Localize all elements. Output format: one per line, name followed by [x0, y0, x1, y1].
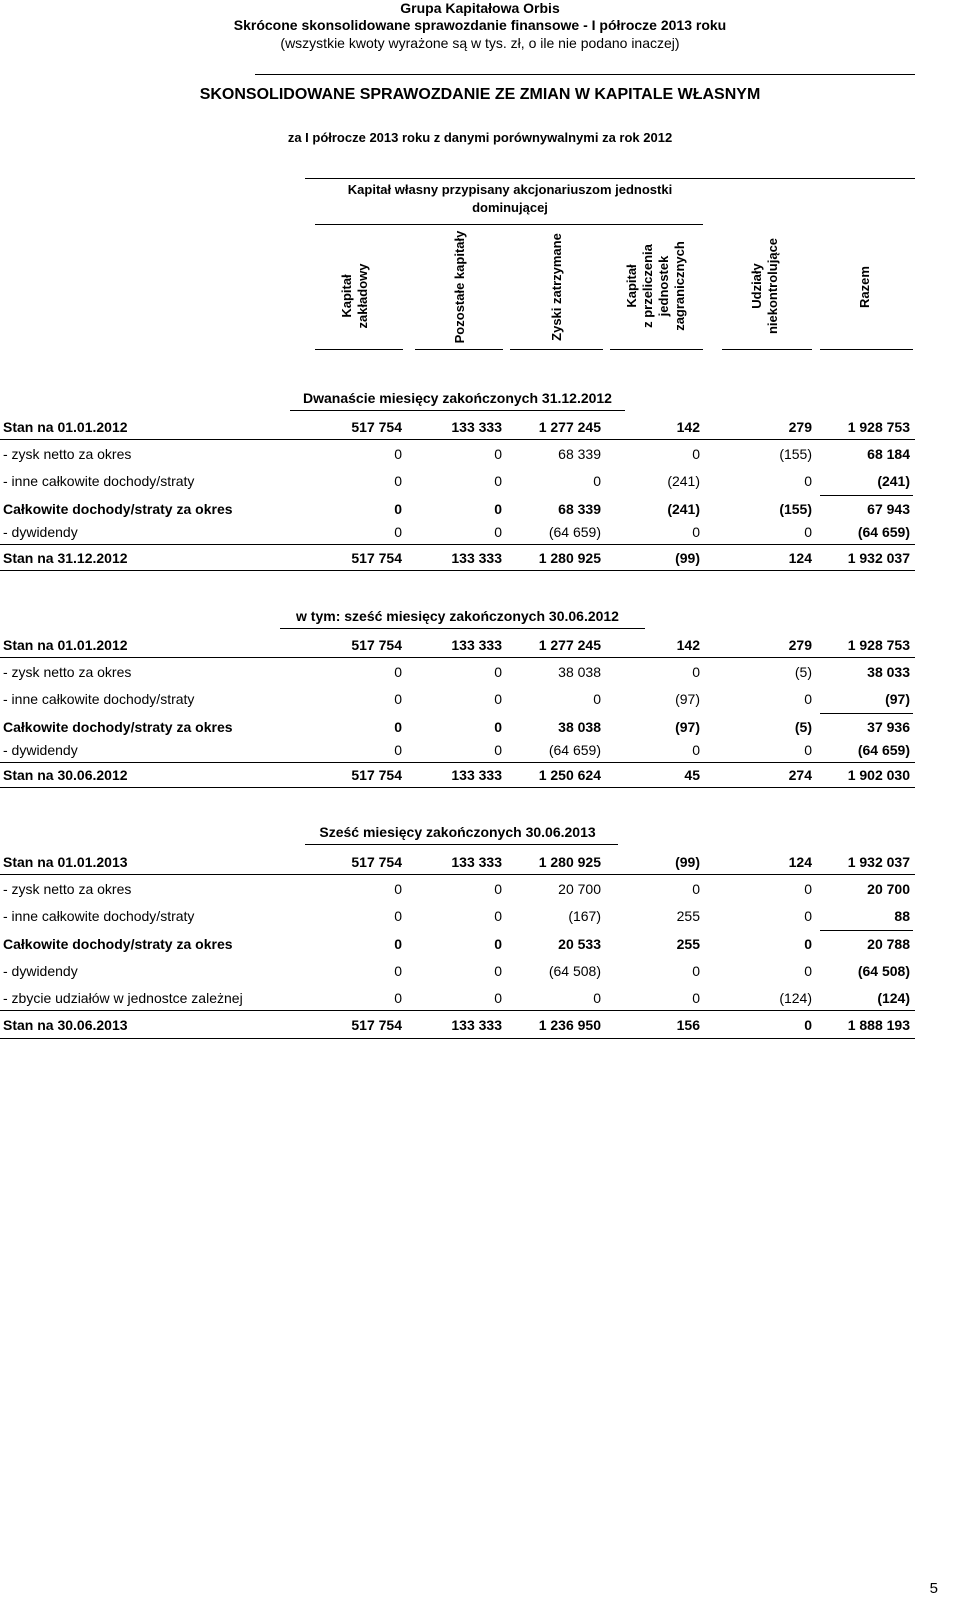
cell-fx-translation: 0 — [692, 446, 700, 462]
cell-other-capitals: 133 333 — [451, 550, 502, 566]
row-label: - inne całkowite dochody/straty — [3, 473, 195, 489]
group-header-line1: Kapitał własny przypisany akcjonariuszom jednostki — [347, 182, 673, 197]
column-header-line: Kapitał — [339, 274, 354, 318]
cell-non-controlling: 124 — [788, 854, 812, 870]
total-underline — [820, 713, 913, 714]
cell-share-capital: 0 — [394, 936, 402, 952]
cell-total: (64 659) — [857, 742, 910, 758]
row-rule — [0, 762, 915, 763]
row-label: - inne całkowite dochody/straty — [3, 908, 195, 924]
column-header-line: z przeliczenia — [640, 244, 655, 328]
cell-non-controlling: 0 — [804, 963, 812, 979]
cell-retained-earnings: 1 250 624 — [538, 767, 601, 783]
cell-retained-earnings: 0 — [593, 990, 601, 1006]
cell-fx-translation: 142 — [676, 419, 700, 435]
cell-other-capitals: 133 333 — [451, 637, 502, 653]
section-title: Sześć miesięcy zakończonych 30.06.2013 — [319, 824, 596, 840]
cell-total: (64 659) — [857, 524, 910, 540]
row-rule — [0, 657, 915, 658]
cell-total: (241) — [877, 473, 910, 489]
row-rule — [0, 787, 915, 788]
report-title: Skrócone skonsolidowane sprawozdanie finansowe - I półrocze 2013 roku — [233, 17, 727, 33]
row-label: - dywidendy — [3, 524, 78, 540]
row-label: Całkowite dochody/straty za okres — [3, 936, 233, 952]
cell-share-capital: 0 — [394, 446, 402, 462]
cell-other-capitals: 0 — [494, 691, 502, 707]
row-label: - dywidendy — [3, 963, 78, 979]
cell-fx-translation: (241) — [667, 501, 700, 517]
row-rule — [0, 1038, 915, 1039]
cell-non-controlling: 0 — [804, 936, 812, 952]
table-row — [0, 416, 960, 438]
row-rule — [0, 874, 915, 875]
cell-share-capital: 0 — [394, 664, 402, 680]
table-row — [0, 443, 960, 465]
cell-total: 20 700 — [867, 881, 910, 897]
cell-retained-earnings: 20 533 — [558, 936, 601, 952]
cell-fx-translation: 142 — [676, 637, 700, 653]
cell-fx-translation: 0 — [692, 881, 700, 897]
cell-share-capital: 517 754 — [351, 767, 402, 783]
cell-total: 68 184 — [867, 446, 910, 462]
column-header-non-controlling — [749, 211, 785, 361]
cell-other-capitals: 133 333 — [451, 419, 502, 435]
cell-retained-earnings: 20 700 — [558, 881, 601, 897]
cell-total: (64 508) — [857, 963, 910, 979]
cell-fx-translation: (97) — [675, 719, 700, 735]
cell-other-capitals: 0 — [494, 719, 502, 735]
row-rule — [0, 439, 915, 440]
total-underline — [820, 495, 913, 496]
cell-non-controlling: 124 — [788, 550, 812, 566]
section-title: w tym: sześć miesięcy zakończonych 30.06.2012 — [296, 608, 619, 624]
cell-share-capital: 517 754 — [351, 637, 402, 653]
cell-share-capital: 0 — [394, 742, 402, 758]
cell-other-capitals: 0 — [494, 936, 502, 952]
cell-other-capitals: 0 — [494, 446, 502, 462]
total-underline — [820, 930, 913, 931]
cell-non-controlling: 0 — [804, 1017, 812, 1033]
cell-retained-earnings: 38 038 — [558, 664, 601, 680]
cell-fx-translation: 0 — [692, 524, 700, 540]
cell-share-capital: 0 — [394, 990, 402, 1006]
statement-title: SKONSOLIDOWANE SPRAWOZDANIE ZE ZMIAN W KAPITALE WŁASNYM — [199, 86, 761, 103]
table-row — [0, 764, 960, 786]
cell-non-controlling: (155) — [779, 446, 812, 462]
cell-retained-earnings: 1 280 925 — [538, 854, 601, 870]
cell-retained-earnings: 68 339 — [558, 446, 601, 462]
row-label: - zysk netto za okres — [3, 446, 132, 462]
cell-total: 67 943 — [867, 501, 910, 517]
cell-fx-translation: 255 — [676, 936, 700, 952]
row-label: - zbycie udziałów w jednostce zależnej — [3, 990, 243, 1006]
column-header-top-rule — [305, 178, 915, 179]
table-row — [0, 521, 960, 543]
table-row — [0, 688, 960, 710]
row-label: Stan na 30.06.2012 — [3, 767, 128, 783]
table-row — [0, 739, 960, 761]
column-underline — [610, 349, 703, 350]
table-row — [0, 498, 960, 520]
cell-total: 20 788 — [867, 936, 910, 952]
cell-non-controlling: 274 — [788, 767, 812, 783]
cell-fx-translation: 0 — [692, 990, 700, 1006]
cell-non-controlling: (124) — [779, 990, 812, 1006]
column-header-line: jednostek — [656, 255, 671, 317]
table-row — [0, 987, 960, 1009]
cell-retained-earnings: (64 508) — [548, 963, 601, 979]
cell-fx-translation: (99) — [675, 854, 700, 870]
cell-total: 1 932 037 — [847, 550, 910, 566]
cell-share-capital: 517 754 — [351, 1017, 402, 1033]
column-header-retained-earnings — [549, 212, 567, 362]
cell-share-capital: 517 754 — [351, 550, 402, 566]
row-label: - dywidendy — [3, 742, 78, 758]
cell-total: 1 928 753 — [847, 419, 910, 435]
cell-other-capitals: 0 — [494, 990, 502, 1006]
column-underline — [820, 349, 913, 350]
cell-non-controlling: (5) — [794, 719, 812, 735]
table-row — [0, 1014, 960, 1036]
cell-fx-translation: (241) — [667, 473, 700, 489]
cell-fx-translation: 45 — [684, 767, 700, 783]
cell-other-capitals: 0 — [494, 524, 502, 540]
cell-fx-translation: 156 — [676, 1017, 700, 1033]
cell-non-controlling: 279 — [788, 419, 812, 435]
cell-other-capitals: 0 — [494, 501, 502, 517]
cell-retained-earnings: 1 277 245 — [538, 419, 601, 435]
column-header-other-capitals — [452, 212, 470, 362]
cell-other-capitals: 133 333 — [451, 854, 502, 870]
column-header-line: zakładowy — [355, 263, 370, 329]
section-title-rule — [280, 628, 645, 629]
cell-non-controlling: 0 — [804, 742, 812, 758]
cell-share-capital: 0 — [394, 524, 402, 540]
cell-total: 37 936 — [867, 719, 910, 735]
cell-fx-translation: 0 — [692, 664, 700, 680]
cell-retained-earnings: (64 659) — [548, 524, 601, 540]
cell-total: 88 — [894, 908, 910, 924]
page-number: 5 — [929, 1580, 938, 1597]
column-header-fx-translation — [624, 211, 692, 361]
cell-share-capital: 517 754 — [351, 419, 402, 435]
cell-other-capitals: 133 333 — [451, 1017, 502, 1033]
cell-fx-translation: 255 — [676, 908, 700, 924]
row-label: Całkowite dochody/straty za okres — [3, 719, 233, 735]
cell-retained-earnings: 0 — [593, 691, 601, 707]
cell-fx-translation: (99) — [675, 550, 700, 566]
cell-retained-earnings: 38 038 — [558, 719, 601, 735]
table-row — [0, 716, 960, 738]
cell-share-capital: 517 754 — [351, 854, 402, 870]
cell-total: 1 928 753 — [847, 637, 910, 653]
row-label: Stan na 31.12.2012 — [3, 550, 128, 566]
column-header-line: zagranicznych — [672, 241, 687, 331]
column-header-total — [857, 212, 875, 362]
row-rule — [0, 1010, 915, 1011]
table-row — [0, 878, 960, 900]
cell-retained-earnings: 1 277 245 — [538, 637, 601, 653]
row-label: Stan na 01.01.2012 — [3, 419, 128, 435]
table-row — [0, 851, 960, 873]
table-row — [0, 547, 960, 569]
cell-share-capital: 0 — [394, 881, 402, 897]
cell-non-controlling: 0 — [804, 524, 812, 540]
cell-other-capitals: 0 — [494, 664, 502, 680]
column-header-line: Udziały — [749, 263, 764, 309]
cell-fx-translation: 0 — [692, 742, 700, 758]
column-underline — [722, 349, 812, 350]
cell-other-capitals: 0 — [494, 963, 502, 979]
cell-non-controlling: 0 — [804, 881, 812, 897]
cell-total: 1 902 030 — [847, 767, 910, 783]
row-rule — [0, 570, 915, 571]
row-label: - zysk netto za okres — [3, 881, 132, 897]
section-title-rule — [290, 410, 625, 411]
column-header-line: niekontrolujące — [765, 237, 780, 335]
row-label: - zysk netto za okres — [3, 664, 132, 680]
cell-other-capitals: 0 — [494, 881, 502, 897]
header-rule — [255, 74, 915, 75]
cell-total: 38 033 — [867, 664, 910, 680]
group-header-line2: dominującej — [472, 200, 548, 215]
cell-non-controlling: 279 — [788, 637, 812, 653]
table-row — [0, 634, 960, 656]
cell-retained-earnings: 0 — [593, 473, 601, 489]
cell-retained-earnings: (167) — [568, 908, 601, 924]
cell-other-capitals: 0 — [494, 742, 502, 758]
table-row — [0, 470, 960, 492]
table-row — [0, 661, 960, 683]
row-label: - inne całkowite dochody/straty — [3, 691, 195, 707]
column-header-line: Pozostałe kapitały — [452, 230, 467, 344]
cell-retained-earnings: (64 659) — [548, 742, 601, 758]
cell-share-capital: 0 — [394, 719, 402, 735]
cell-share-capital: 0 — [394, 473, 402, 489]
cell-fx-translation: 0 — [692, 963, 700, 979]
cell-share-capital: 0 — [394, 501, 402, 517]
cell-share-capital: 0 — [394, 963, 402, 979]
cell-retained-earnings: 68 339 — [558, 501, 601, 517]
row-label: Całkowite dochody/straty za okres — [3, 501, 233, 517]
cell-fx-translation: (97) — [675, 691, 700, 707]
cell-other-capitals: 0 — [494, 473, 502, 489]
column-underline — [510, 349, 603, 350]
cell-other-capitals: 0 — [494, 908, 502, 924]
cell-other-capitals: 133 333 — [451, 767, 502, 783]
currency-note: (wszystkie kwoty wyrażone są w tys. zł, o ile nie podano inaczej) — [280, 35, 680, 51]
statement-subtitle: za I półrocze 2013 roku z danymi porównywalnymi za rok 2012 — [287, 130, 673, 145]
table-row — [0, 905, 960, 927]
cell-share-capital: 0 — [394, 908, 402, 924]
cell-non-controlling: 0 — [804, 473, 812, 489]
cell-non-controlling: (5) — [794, 664, 812, 680]
table-row — [0, 960, 960, 982]
cell-total: 1 932 037 — [847, 854, 910, 870]
company-name: Grupa Kapitałowa Orbis — [400, 0, 560, 16]
column-underline — [415, 349, 503, 350]
cell-non-controlling: 0 — [804, 908, 812, 924]
cell-retained-earnings: 1 280 925 — [538, 550, 601, 566]
cell-total: (124) — [877, 990, 910, 1006]
cell-non-controlling: (155) — [779, 501, 812, 517]
cell-total: 1 888 193 — [847, 1017, 910, 1033]
cell-share-capital: 0 — [394, 691, 402, 707]
cell-total: (97) — [885, 691, 910, 707]
row-label: Stan na 30.06.2013 — [3, 1017, 128, 1033]
column-header-line: Razem — [857, 266, 872, 308]
cell-retained-earnings: 1 236 950 — [538, 1017, 601, 1033]
table-row — [0, 933, 960, 955]
cell-non-controlling: 0 — [804, 691, 812, 707]
row-rule — [0, 544, 915, 545]
section-title: Dwanaście miesięcy zakończonych 31.12.2012 — [303, 390, 612, 406]
row-label: Stan na 01.01.2013 — [3, 854, 128, 870]
column-header-line: Kapitał — [624, 264, 639, 308]
section-title-rule — [305, 844, 618, 845]
row-label: Stan na 01.01.2012 — [3, 637, 128, 653]
column-underline — [315, 349, 403, 350]
column-header-line: Zyski zatrzymane — [549, 233, 564, 341]
